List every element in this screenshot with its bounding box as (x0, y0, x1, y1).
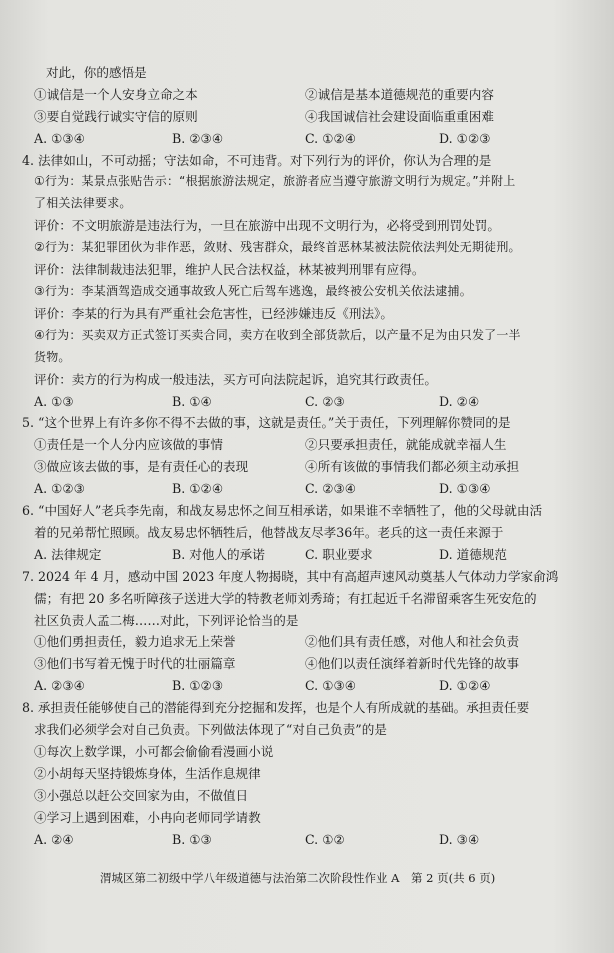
q7-choices (34, 675, 596, 697)
q6-stem-a: 6. “中国好人”老兵李先南，和战友易忠怀之间互相承诺，如果谁不幸牺牲了，他的父母就由活 (22, 503, 543, 519)
q5-choice-d: D. ①③④ (439, 481, 491, 497)
q3-option-3: ③要自觉践行诚实守信的原则 (34, 108, 198, 124)
q5-options-row-2 (34, 456, 596, 478)
q7-choice-a: A. ②③④ (34, 678, 85, 694)
q3-choices (34, 128, 596, 150)
q6-choices (34, 544, 596, 566)
q7-choice-c: C. ①③④ (305, 678, 357, 694)
q5-choice-b: B. ①②④ (172, 481, 224, 497)
q6-choice-c: C. 职业要求 (305, 546, 373, 562)
q5-choice-c: C. ②③④ (305, 481, 357, 497)
q5-option-3: ③做应该去做的事，是有责任心的表现 (34, 459, 249, 475)
q8-option-1: ①每次上数学课，小可都会偷偷看漫画小说 (34, 743, 274, 759)
q8-option-2: ②小胡每天坚持锻炼身体，生活作息规律 (34, 765, 261, 781)
q8-choices (34, 829, 596, 851)
q7-stem-a: 7. 2024 年 4 月，感动中国 2023 年度人物揭晓，其中有高超声速风动奠基人气体动力学家俞鸿 (22, 568, 559, 584)
q5-option-1: ①责任是一个人分内应该做的事情 (34, 437, 223, 453)
q3-choice-b: B. ②③④ (172, 130, 224, 146)
q5-options-row-1 (34, 434, 596, 456)
q4-evaluation-2: 评价：法律制裁违法犯罪，维护人民合法权益，林某被判刑罪有应得。 (34, 262, 425, 278)
q5-option-2: ②只要承担责任，就能成就幸福人生 (305, 437, 507, 453)
q3-options-row-2 (34, 106, 596, 128)
page-footer: 渭城区第二初级中学八年级道德与法治第二次阶段性作业 A 第 2 页(共 6 页) (100, 871, 496, 885)
q4-statement-1a: ①行为：某景点张贴告示：“根据旅游法规定，旅游者应当遵守旅游文明行为规定。”并附上 (34, 174, 516, 189)
q8-option-4: ④学习上遇到困难，小冉向老师同学请教 (34, 809, 261, 825)
q4-statement-1b: 了相关法律要求。 (34, 196, 132, 211)
q8-choice-a: A. ②④ (34, 831, 74, 847)
q8-stem-b: 求我们必须学会对自己负责。下列做法体现了“对自己负责”的是 (34, 722, 387, 738)
q7-options-row-2 (34, 653, 596, 675)
q4-choices (34, 391, 596, 413)
q3-choice-d: D. ①②③ (439, 130, 491, 146)
q5-stem: 5. “这个世界上有许多你不得不去做的事，这就是责任。”关于责任，下列理解你赞同的是 (22, 415, 511, 431)
q7-choice-d: D. ①②④ (439, 678, 491, 694)
q6-stem-b: 着的兄弟帮忙照顾。战友易忠怀牺牲后，他替战友尽孝36年。老兵的这一责任来源于 (34, 524, 504, 540)
q4-evaluation-1: 评价：不文明旅游是违法行为，一旦在旅游中出现不文明行为，必将受到刑罚处罚。 (34, 218, 500, 234)
q4-choice-d: D. ②④ (439, 393, 480, 409)
q4-statement-3: ③行为：李某酒驾造成交通事故致人死亡后驾车逃逸，最终被公安机关依法逮捕。 (34, 284, 472, 299)
q8-choice-d: D. ③④ (439, 831, 480, 847)
q7-option-2: ②他们具有责任感，对他人和社会负责 (305, 634, 520, 650)
q4-evaluation-3: 评价：李某的行为具有严重社会危害性，已经涉嫌违反《刑法》。 (34, 305, 393, 321)
q5-option-4: ④所有该做的事情我们都必须主动承担 (305, 459, 520, 475)
q5-choice-a: A. ①②③ (34, 481, 85, 497)
q7-options-row-1 (34, 631, 596, 653)
q4-choice-b: B. ①④ (172, 393, 212, 409)
q7-option-1: ①他们勇担责任，毅力追求无上荣誉 (34, 634, 236, 650)
q7-option-4: ④他们以责任演绎着新时代先锋的故事 (305, 656, 520, 672)
q3-option-2: ②诚信是基本道德规范的重要内容 (305, 86, 494, 102)
q3-options-row-1 (34, 84, 596, 106)
q7-option-3: ③他们书写着无愧于时代的壮丽篇章 (34, 656, 236, 672)
question-3-fragment: 对此，你的感悟是 (46, 65, 147, 80)
q8-choice-c: C. ①② (305, 831, 345, 847)
q3-option-1: ①诚信是一个人安身立命之本 (34, 86, 198, 102)
q4-statement-4a: ④行为：买卖双方正式签订买卖合同，卖方在收到全部货款后，以产量不足为由只发了一半 (34, 327, 521, 342)
q8-option-3: ③小强总以赶公交回家为由，不做值日 (34, 787, 249, 803)
q6-choice-a: A. 法律规定 (34, 546, 102, 562)
q4-statement-4b: 货物。 (34, 349, 71, 364)
q7-choice-b: B. ①②③ (172, 678, 224, 694)
q8-choice-b: B. ①③ (172, 831, 212, 847)
q8-stem-a: 8. 承担责任能够使自己的潜能得到充分挖掘和发挥，也是个人有所成就的基础。承担责任要 (22, 700, 530, 716)
q4-evaluation-4: 评价：卖方的行为构成一般违法，买方可向法院起诉，追究其行政责任。 (34, 371, 437, 387)
q3-choice-a: A. ①③④ (34, 130, 85, 146)
q3-option-4: ④我国诚信社会建设面临重重困难 (305, 108, 494, 124)
q4-stem: 4. 法律如山，不可动摇；守法如命，不可违背。对下列行为的评价，你认为合理的是 (22, 152, 492, 168)
q4-choice-c: C. ②③ (305, 393, 345, 409)
q5-choices (34, 478, 596, 500)
q7-stem-c: 社区负责人孟二梅……对此，下列评论恰当的是 (34, 612, 299, 628)
q4-choice-a: A. ①③ (34, 393, 74, 409)
q6-choice-b: B. 对他人的承诺 (172, 546, 265, 562)
q7-stem-b: 儒；有把 20 多名听障孩子送进大学的特教老师刘秀琦；有扛起近千名滞留乘客生死安危的 (34, 590, 537, 606)
q6-choice-d: D. 道德规范 (439, 546, 508, 562)
q3-choice-c: C. ①②④ (305, 130, 357, 146)
q4-statement-2: ②行为：某犯罪团伙为非作恶，敛财、残害群众，最终首恶林某被法院依法判处无期徒刑。 (34, 240, 521, 255)
exam-content (22, 62, 596, 850)
